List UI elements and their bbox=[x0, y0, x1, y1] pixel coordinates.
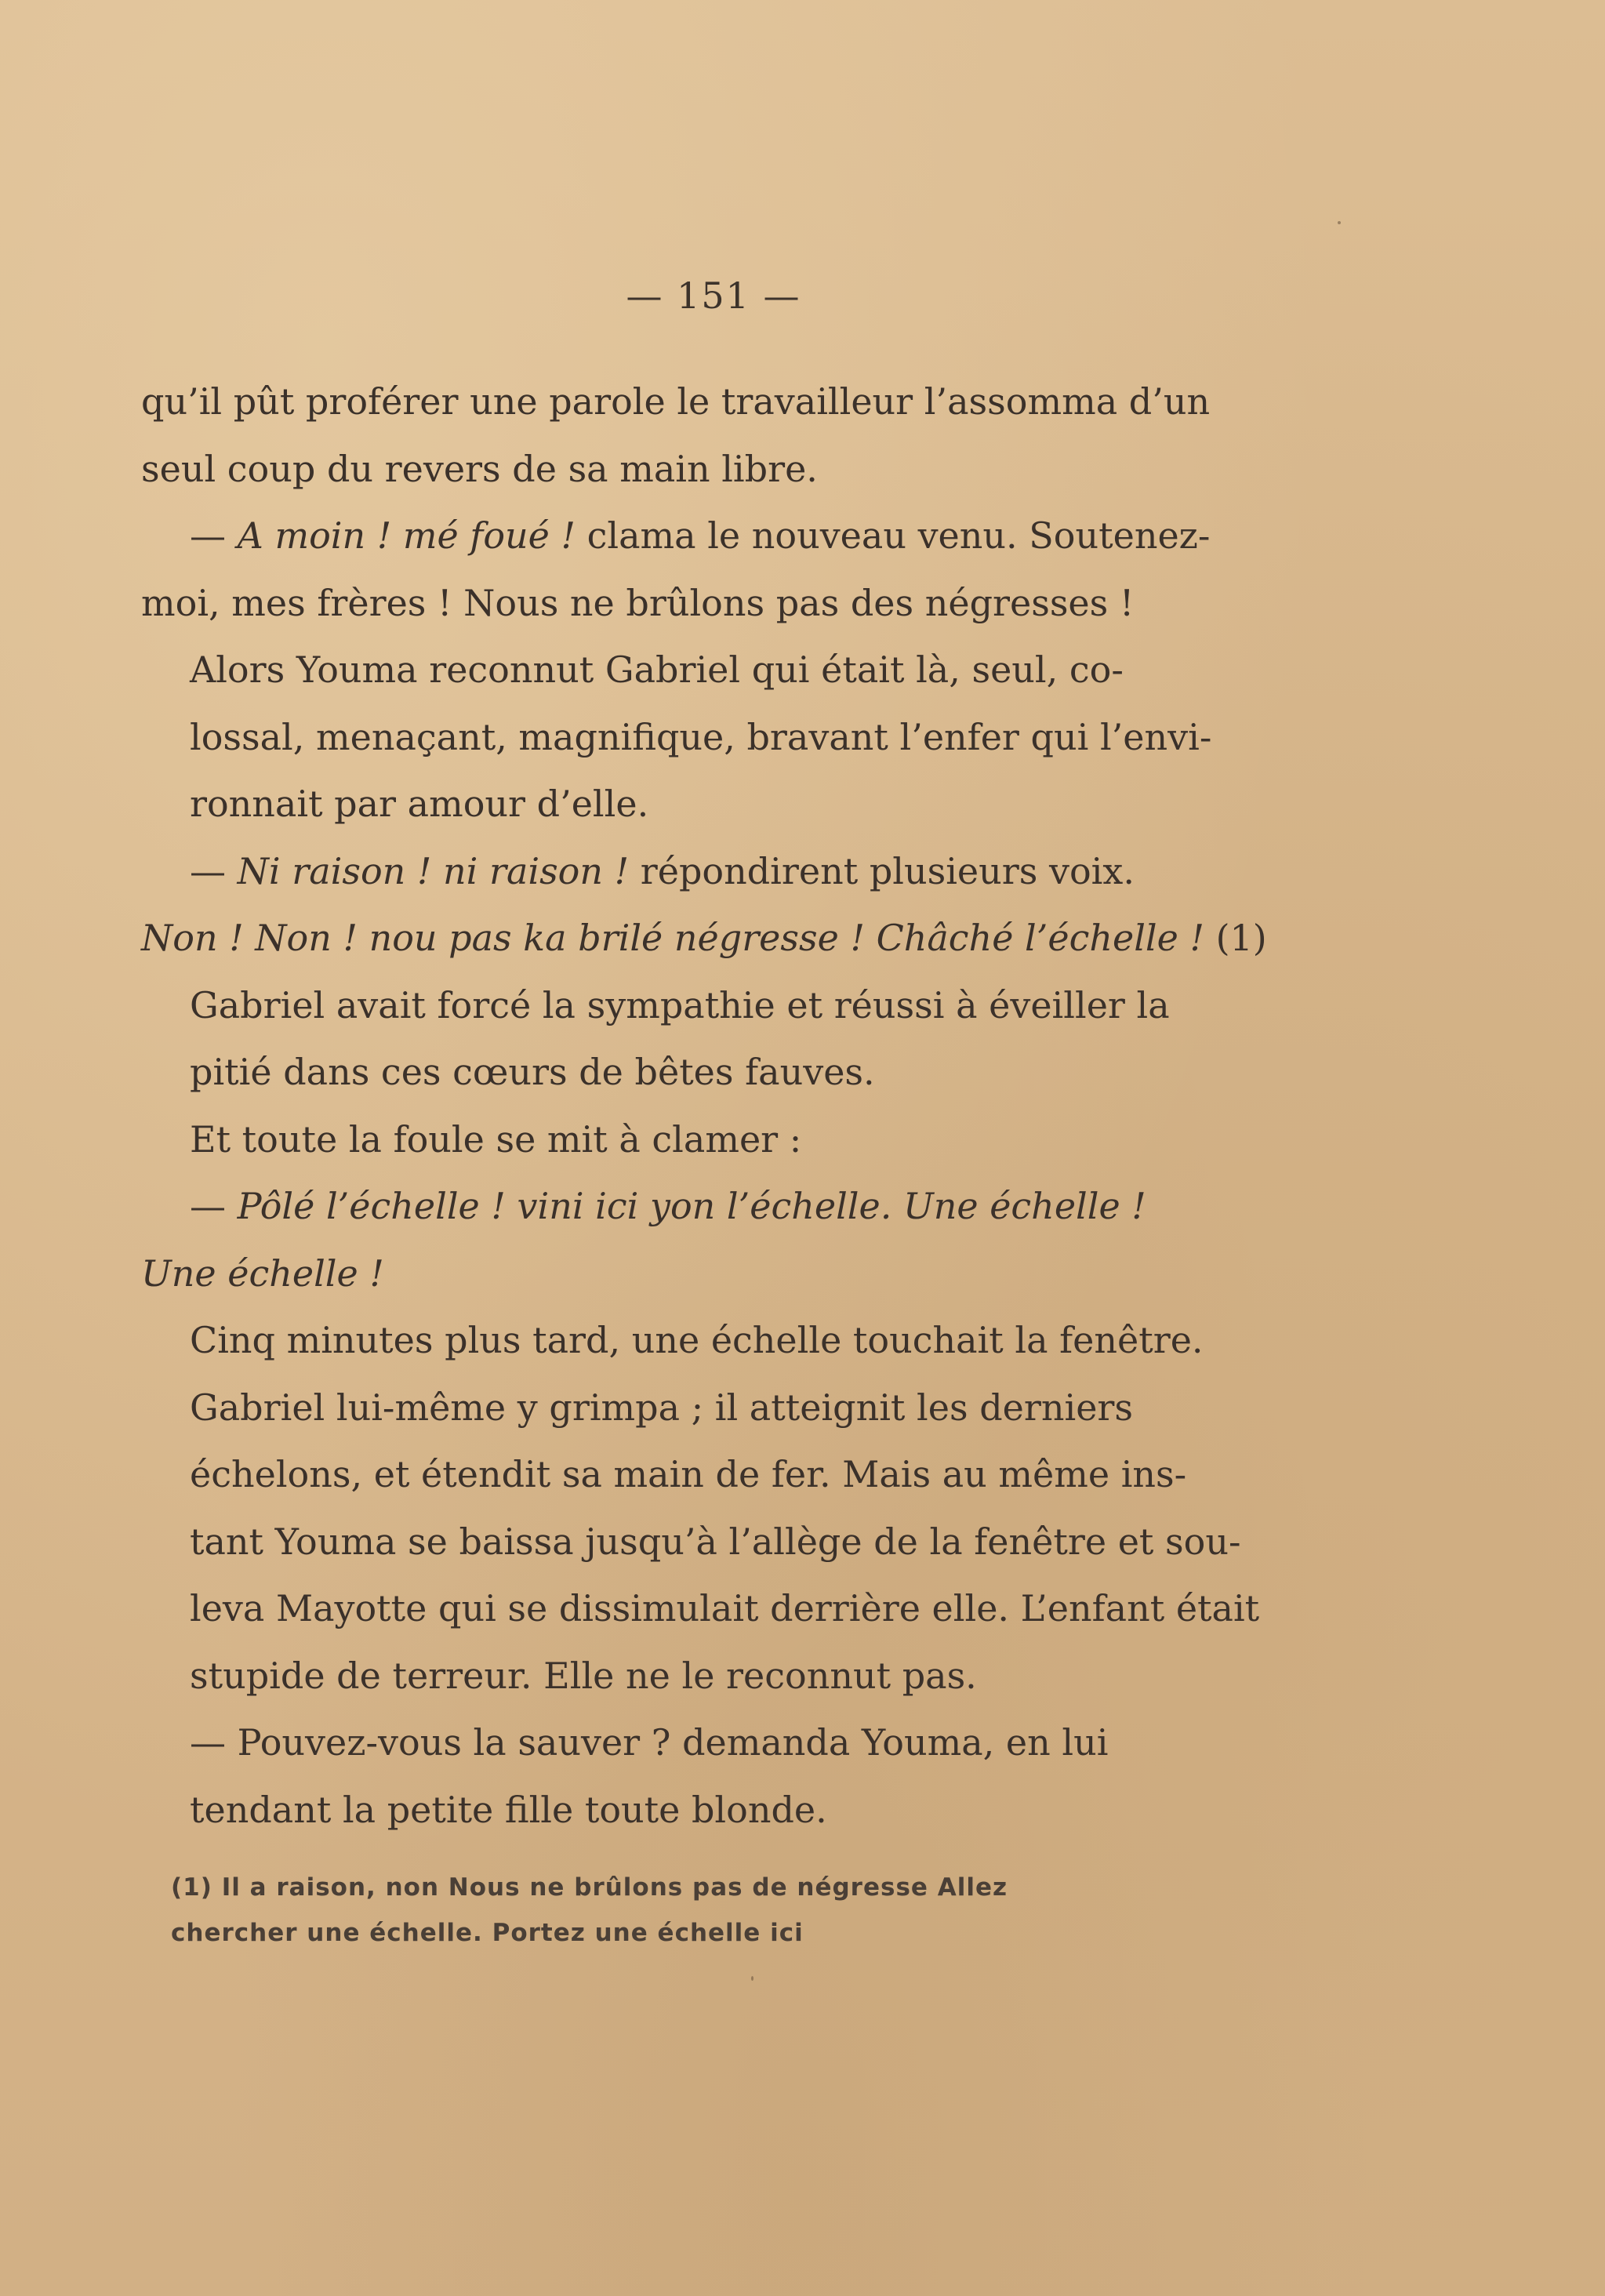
text-line: stupide de terreur. Elle ne le reconnut pas. bbox=[190, 1654, 977, 1697]
text-line: qu’il pût proférer une parole le travailleur l’assomma d’un bbox=[141, 380, 1211, 423]
paragraph-8 bbox=[141, 1307, 1274, 1709]
text-fragment: clama le nouveau venu. Soutenez- bbox=[576, 514, 1211, 557]
paragraph-7 bbox=[141, 1173, 1274, 1307]
paper-speck bbox=[1338, 221, 1341, 224]
footnote bbox=[171, 1865, 1276, 1956]
text-line: lossal, menaçant, magnifique, bravant l’enfer qui l’envi- bbox=[190, 715, 1212, 758]
footnote-line: (1) Il a raison, non Nous ne brûlons pas de négresse Allez bbox=[171, 1873, 1008, 1902]
paragraph-1 bbox=[141, 369, 1274, 503]
creole-speech: Une échelle ! bbox=[141, 1252, 384, 1295]
text-line: Gabriel lui-même y grimpa ; il atteignit les derniers bbox=[190, 1386, 1134, 1429]
body-text bbox=[141, 369, 1274, 1844]
creole-speech: A moin ! mé foué ! bbox=[237, 514, 576, 557]
paragraph-6 bbox=[141, 1106, 1274, 1174]
text-line: tendant la petite fille toute blonde. bbox=[190, 1788, 827, 1831]
text-line: échelons, et étendit sa main de fer. Mais au même ins- bbox=[190, 1453, 1187, 1495]
text-line: pitié dans ces cœurs de bêtes fauves. bbox=[190, 1051, 875, 1093]
text-line: tant Youma se baissa jusqu’à l’allège de la fenêtre et sou- bbox=[190, 1520, 1241, 1563]
dialogue-dash: — bbox=[190, 514, 238, 557]
text-fragment: répondirent plusieurs voix. bbox=[629, 849, 1135, 892]
paragraph-5 bbox=[141, 972, 1274, 1106]
creole-speech: Non ! Non ! nou pas ka brilé négresse ! Châché l’échelle ! bbox=[141, 917, 1204, 959]
paragraph-9 bbox=[141, 1709, 1274, 1844]
text-line: seul coup du revers de sa main libre. bbox=[141, 447, 818, 490]
paper-speck bbox=[751, 1976, 753, 1981]
creole-speech: Ni raison ! ni raison ! bbox=[237, 849, 630, 892]
dialogue-dash: — bbox=[190, 849, 238, 892]
page-number: — 151 — bbox=[626, 274, 801, 317]
footnote-ref: (1) bbox=[1204, 917, 1267, 959]
text-line: Gabriel avait forcé la sympathie et réussi à éveiller la bbox=[190, 983, 1170, 1026]
text-line: Alors Youma reconnut Gabriel qui était là, seul, co- bbox=[190, 648, 1124, 691]
text-line: ronnait par amour d’elle. bbox=[190, 783, 649, 825]
paragraph-4 bbox=[141, 838, 1274, 972]
paragraph-2 bbox=[141, 503, 1274, 637]
text-line: Cinq minutes plus tard, une échelle touchait la fenêtre. bbox=[190, 1319, 1204, 1361]
creole-speech: Pôlé l’échelle ! vini ici yon l’échelle. Une échelle ! bbox=[237, 1185, 1146, 1227]
text-fragment: moi, mes frères ! Nous ne brûlons pas des négresses ! bbox=[141, 581, 1135, 624]
paragraph-3 bbox=[141, 637, 1274, 838]
text-line: — Pouvez-vous la sauver ? demanda Youma, en lui bbox=[190, 1721, 1109, 1764]
text-line: leva Mayotte qui se dissimulait derrière elle. L’enfant était bbox=[190, 1587, 1260, 1629]
text-line: Et toute la foule se mit à clamer : bbox=[190, 1117, 802, 1161]
dialogue-dash: — bbox=[190, 1185, 238, 1227]
footnote-line: chercher une échelle. Portez une échelle ici bbox=[171, 1919, 804, 1947]
